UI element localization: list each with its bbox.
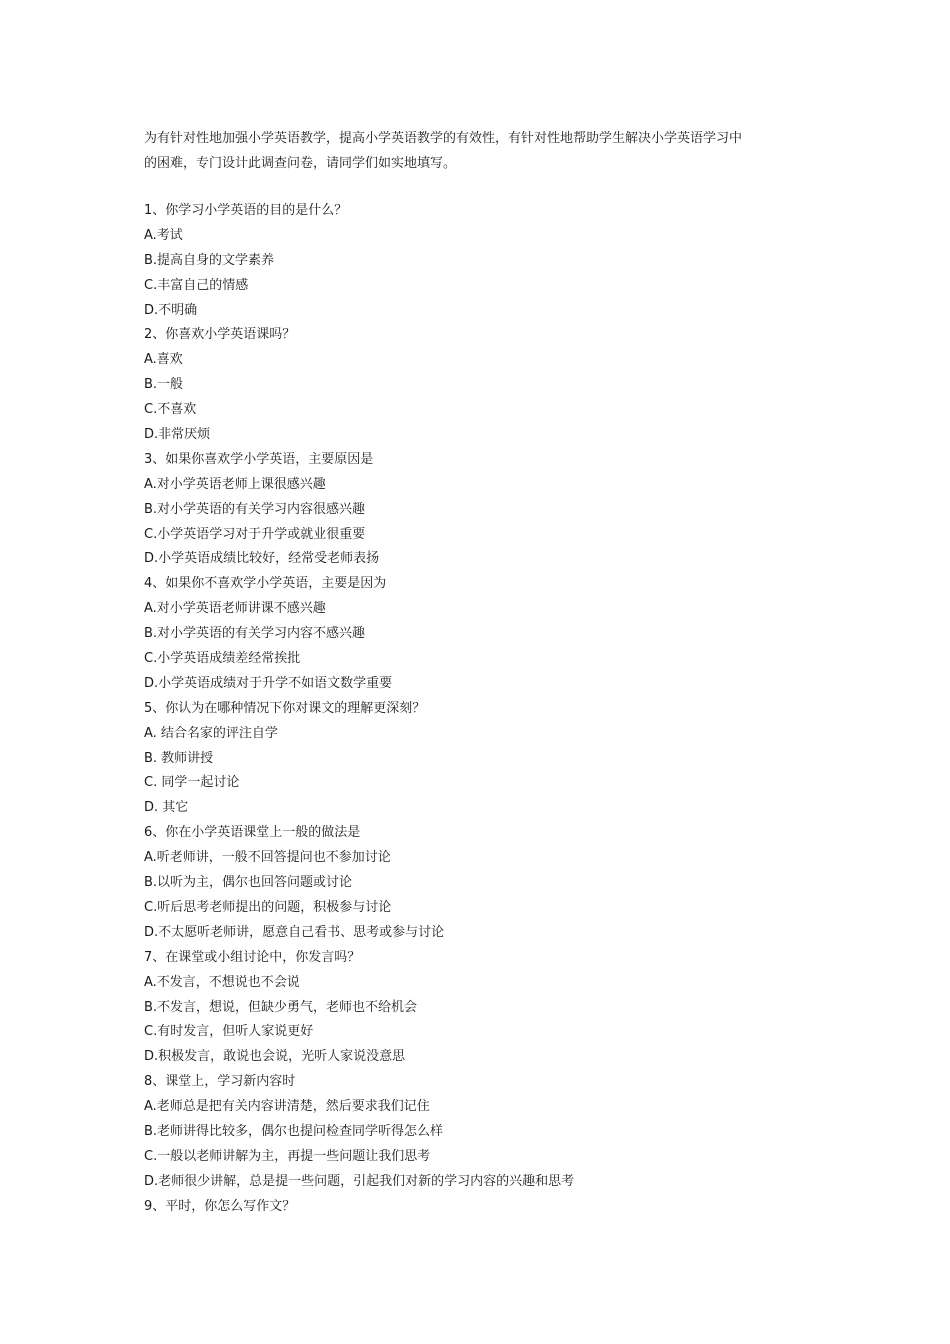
question-block bbox=[144, 448, 824, 572]
question-text: 3、如果你喜欢学小学英语，主要原因是 bbox=[144, 451, 374, 467]
intro-line-1: 为有针对性地加强小学英语教学，提高小学英语教学的有效性，有针对性地帮助学生解决小学英语学习中 bbox=[144, 131, 743, 146]
answer-option: C.不喜欢 bbox=[144, 402, 197, 418]
question-text: 1、你学习小学英语的目的是什么？ bbox=[144, 203, 348, 218]
question-block bbox=[144, 1070, 824, 1194]
answer-option: C. 同学一起讨论 bbox=[144, 775, 240, 791]
question-text: 8、课堂上，学习新内容时 bbox=[144, 1074, 296, 1090]
answer-option: A.考试 bbox=[144, 227, 183, 243]
question-block bbox=[144, 946, 824, 1070]
answer-option: C.小学英语成绩差经常挨批 bbox=[144, 651, 301, 667]
answer-option: C.小学英语学习对于升学或就业很重要 bbox=[144, 526, 366, 542]
answer-option: B.以听为主，偶尔也回答问题或讨论 bbox=[144, 875, 353, 891]
question-block bbox=[144, 572, 824, 696]
answer-option: A.对小学英语老师上课很感兴趣 bbox=[144, 476, 326, 492]
question-text: 5、你认为在哪种情况下你对课文的理解更深刻？ bbox=[144, 700, 426, 716]
answer-option: D.积极发言，敢说也会说，光听人家说没意思 bbox=[144, 1049, 406, 1065]
answer-option: C.有时发言，但听人家说更好 bbox=[144, 1024, 314, 1040]
question-text: 6、你在小学英语课堂上一般的做法是 bbox=[144, 825, 361, 841]
question-text: 4、如果你不喜欢学小学英语，主要是因为 bbox=[144, 576, 387, 592]
answer-option: D.小学英语成绩对于升学不如语文数学重要 bbox=[144, 675, 393, 691]
question-block bbox=[144, 323, 824, 447]
answer-option: B.提高自身的文学素养 bbox=[144, 252, 275, 268]
question-text: 9、平时，你怎么写作文？ bbox=[144, 1198, 296, 1214]
answer-option: B.一般 bbox=[144, 377, 184, 393]
intro-paragraph bbox=[144, 126, 824, 176]
answer-option: C.听后思考老师提出的问题，积极参与讨论 bbox=[144, 899, 392, 915]
answer-option: A.老师总是把有关内容讲清楚，然后要求我们记住 bbox=[144, 1099, 430, 1115]
answer-option: D. 其它 bbox=[144, 800, 189, 816]
answer-option: B.对小学英语的有关学习内容不感兴趣 bbox=[144, 626, 366, 642]
answer-option: B.老师讲得比较多，偶尔也提问检查同学听得怎么样 bbox=[144, 1123, 444, 1139]
question-text: 2、你喜欢小学英语课吗？ bbox=[144, 327, 296, 343]
intro-line-2: 的困难，专门设计此调查问卷，请同学们如实地填写。 bbox=[144, 156, 457, 171]
answer-option: C.丰富自己的情感 bbox=[144, 277, 249, 293]
question-list bbox=[144, 199, 824, 1220]
answer-option: A. 结合名家的评注自学 bbox=[144, 725, 278, 741]
answer-option: D.不明确 bbox=[144, 302, 198, 318]
answer-option: A.听老师讲，一般不回答提问也不参加讨论 bbox=[144, 850, 391, 866]
answer-option: B.对小学英语的有关学习内容很感兴趣 bbox=[144, 501, 366, 517]
answer-option: A.不发言，不想说也不会说 bbox=[144, 974, 300, 990]
answer-option: D.小学英语成绩比较好，经常受老师表扬 bbox=[144, 551, 380, 567]
answer-option: B. 教师讲授 bbox=[144, 750, 214, 766]
answer-option: A.喜欢 bbox=[144, 352, 183, 368]
question-block bbox=[144, 697, 824, 821]
question-text: 7、在课堂或小组讨论中，你发言吗？ bbox=[144, 949, 361, 965]
answer-option: A.对小学英语老师讲课不感兴趣 bbox=[144, 601, 326, 617]
answer-option: D.非常厌烦 bbox=[144, 427, 211, 443]
question-block bbox=[144, 1195, 824, 1220]
answer-option: C.一般以老师讲解为主，再提一些问题让我们思考 bbox=[144, 1148, 431, 1164]
answer-option: D.老师很少讲解，总是提一些问题，引起我们对新的学习内容的兴趣和思考 bbox=[144, 1173, 575, 1189]
question-block bbox=[144, 821, 824, 945]
answer-option: D.不太愿听老师讲，愿意自己看书、思考或参与讨论 bbox=[144, 924, 445, 940]
answer-option: B.不发言，想说，但缺少勇气，老师也不给机会 bbox=[144, 999, 418, 1015]
question-block bbox=[144, 199, 824, 323]
